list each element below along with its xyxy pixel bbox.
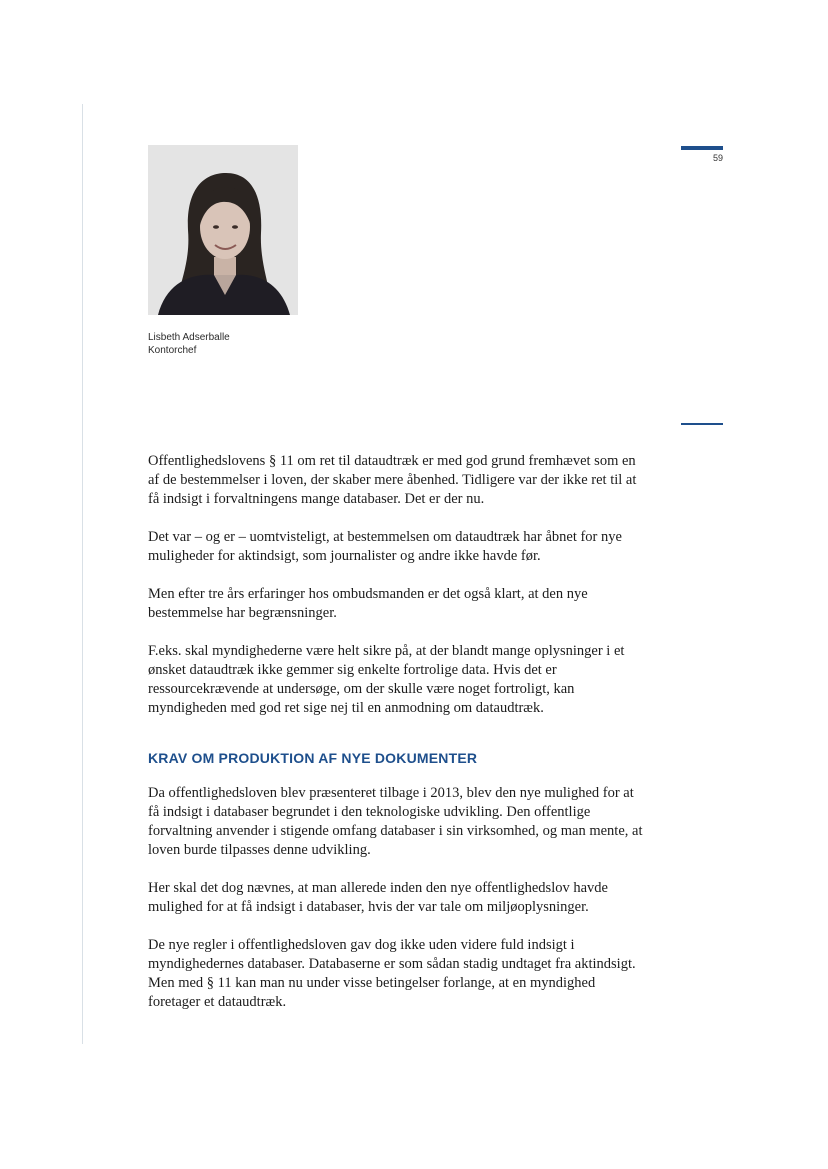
margin-rule — [82, 104, 83, 1044]
article-body — [148, 452, 648, 1012]
paragraph: Offentlighedslovens § 11 om ret til dataudtræk er med god grund fremhævet som en af de bestemmelser i loven, der skaber mere åbenhed. Tidligere var der ikke ret til at få indsigt i forvaltningens mange databaser. Det er der nu. — [148, 453, 637, 507]
paragraph: Men efter tre års erfaringer hos ombudsmanden er det også klart, at den nye bestemmelse har begrænsninger. — [148, 586, 588, 621]
paragraph: De nye regler i offentlighedsloven gav dog ikke uden videre fuld indsigt i myndighedernes databaser. Databaserne er som sådan stadig undtaget fra aktindsigt. Men med § 11 kan man nu under visse betingelser forlange, at en myndighed foretager et dataudtræk. — [148, 937, 636, 1010]
section-heading: KRAV OM PRODUKTION AF NYE DOKUMENTER — [148, 750, 478, 766]
photo-caption — [148, 331, 230, 357]
person-photo-icon — [148, 145, 298, 315]
paragraph: Da offentlighedsloven blev præsenteret tilbage i 2013, blev den nye mulighed for at få indsigt i databaser begrundet i den teknologiske udvikling. Den offentlige forvaltning anvender i stigende omfang databaser i sin virksomhed, og man mente, at loven burde tilpasses denne udvikling. — [148, 785, 643, 858]
page-marker-bar — [681, 146, 723, 150]
paragraph: F.eks. skal myndighederne være helt sikre på, at der blandt mange oplysninger i et ønsket dataudtræk ikke gemmer sig enkelte fortrolige data. Hvis det er ressourcekrævende at undersøge, om der skulle være noget fortroligt, kan myndigheden med god ret sige nej til en anmodning om dataudtræk. — [148, 643, 625, 716]
caption-title: Kontorchef — [148, 345, 197, 356]
paragraph: Her skal det dog nævnes, at man allerede inden den nye offentlighedslov havde mulighed for at få indsigt i databaser, hvis der var tale om miljøoplysninger. — [148, 880, 608, 915]
caption-name: Lisbeth Adserballe — [148, 332, 230, 343]
portrait-photo — [148, 145, 298, 315]
section-rule — [681, 423, 723, 425]
paragraph: Det var – og er – uomtvisteligt, at bestemmelsen om dataudtræk har åbnet for nye muligheder for aktindsigt, som journalister og andre ikke havde før. — [148, 529, 622, 564]
page-number: 59 — [712, 153, 723, 163]
